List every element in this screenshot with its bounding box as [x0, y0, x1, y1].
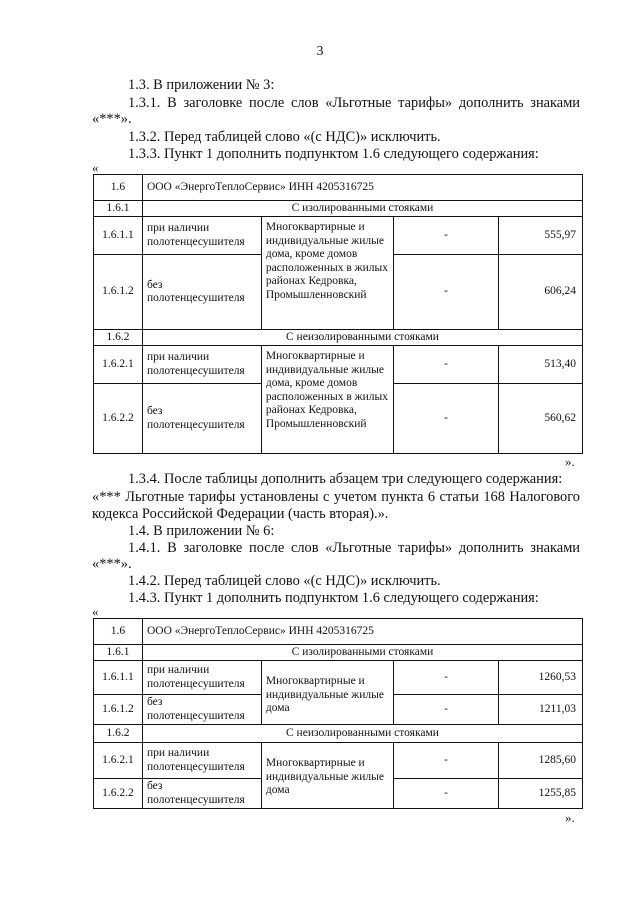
table-row	[94, 346, 583, 384]
close-quote: ».	[565, 810, 575, 825]
consumer-category: Многоквартирные и индивидуальные жилые дома	[261, 743, 393, 809]
organization-name: ООО «ЭнергоТеплоСервис» ИНН 4205316725	[142, 175, 582, 201]
row-label: без полотенцесушителя	[142, 255, 261, 330]
item-1-4-2: 1.4.2. Перед таблицей слово «(с НДС)» исключить.	[128, 573, 441, 589]
row-number: 1.6.1.1	[94, 217, 143, 255]
empty-dash: -	[393, 384, 498, 454]
item-1-3: 1.3. В приложении № 3:	[128, 77, 275, 93]
row-number: 1.6.2.1	[94, 346, 143, 384]
tariff-value: 1285,60	[499, 743, 583, 779]
row-label: при наличии полотенцесушителя	[142, 661, 261, 695]
section-title: С неизолированными стояками	[142, 330, 582, 346]
empty-dash: -	[393, 779, 498, 809]
table-row	[94, 217, 583, 255]
page-number: 3	[316, 44, 324, 59]
row-label: без полотенцесушителя	[142, 779, 261, 809]
item-1-4-1: 1.4.1. В заголовке после слов «Льготные тарифы» дополнить знаками	[128, 540, 580, 556]
open-quote: «	[92, 160, 99, 175]
empty-dash: -	[393, 346, 498, 384]
note-text-cont: кодекса Российской Федерации (часть вторая).».	[92, 506, 389, 522]
row-label: при наличии полотенцесушителя	[142, 217, 261, 255]
item-1-3-1: 1.3.1. В заголовке после слов «Льготные тарифы» дополнить знаками	[128, 95, 580, 111]
tariff-table-2	[93, 618, 583, 809]
empty-dash: -	[393, 743, 498, 779]
section-title: С изолированными стояками	[142, 645, 582, 661]
row-number: 1.6.2	[94, 330, 143, 346]
row-number: 1.6	[94, 175, 143, 201]
open-quote: «	[92, 604, 99, 619]
section-title: С изолированными стояками	[142, 201, 582, 217]
item-1-4-3: 1.4.3. Пункт 1 дополнить подпунктом 1.6 следующего содержания:	[128, 590, 539, 606]
row-number: 1.6.2.2	[94, 384, 143, 454]
tariff-value: 1255,85	[499, 779, 583, 809]
item-1-3-4: 1.3.4. После таблицы дополнить абзацем три следующего содержания:	[128, 471, 563, 487]
row-number: 1.6.1.2	[94, 255, 143, 330]
organization-name: ООО «ЭнергоТеплоСервис» ИНН 4205316725	[142, 619, 582, 645]
consumer-category: Многоквартирные и индивидуальные жилые дома, кроме домов расположенных в жилых районах Кедровка, Промышленновский	[261, 346, 393, 454]
tariff-value: 606,24	[499, 255, 583, 330]
row-number: 1.6.2.1	[94, 743, 143, 779]
item-1-3-3: 1.3.3. Пункт 1 дополнить подпунктом 1.6 следующего содержания:	[128, 146, 539, 162]
tariff-value: 513,40	[499, 346, 583, 384]
table-row	[94, 330, 583, 346]
section-title: С неизолированными стояками	[142, 725, 582, 743]
tariff-value: 560,62	[499, 384, 583, 454]
note-text: «*** Льготные тарифы установлены с учетом пункта 6 статьи 168 Налогового	[92, 489, 580, 505]
row-number: 1.6.2	[94, 725, 143, 743]
table-row	[94, 619, 583, 645]
item-1-3-2: 1.3.2. Перед таблицей слово «(с НДС)» исключить.	[128, 129, 441, 145]
empty-dash: -	[393, 661, 498, 695]
row-label: при наличии полотенцесушителя	[142, 743, 261, 779]
tariff-table-1	[93, 174, 583, 454]
consumer-category: Многоквартирные и индивидуальные жилые дома	[261, 661, 393, 725]
tariff-value: 1211,03	[499, 695, 583, 725]
table-row	[94, 743, 583, 779]
row-number: 1.6	[94, 619, 143, 645]
row-label: при наличии полотенцесушителя	[142, 346, 261, 384]
table-row	[94, 201, 583, 217]
tariff-value: 555,97	[499, 217, 583, 255]
table-row	[94, 661, 583, 695]
empty-dash: -	[393, 255, 498, 330]
item-1-3-1-cont: «***».	[92, 111, 132, 127]
close-quote: ».	[565, 454, 575, 469]
table-row	[94, 725, 583, 743]
row-number: 1.6.1	[94, 201, 143, 217]
row-number: 1.6.1	[94, 645, 143, 661]
row-number: 1.6.2.2	[94, 779, 143, 809]
item-1-4-1-cont: «***».	[92, 556, 132, 572]
consumer-category: Многоквартирные и индивидуальные жилые дома, кроме домов расположенных в жилых районах Кедровка, Промышленновский	[261, 217, 393, 330]
row-number: 1.6.1.1	[94, 661, 143, 695]
tariff-value: 1260,53	[499, 661, 583, 695]
item-1-4: 1.4. В приложении № 6:	[128, 523, 275, 539]
row-number: 1.6.1.2	[94, 695, 143, 725]
row-label: без полотенцесушителя	[142, 384, 261, 454]
empty-dash: -	[393, 695, 498, 725]
table-row	[94, 645, 583, 661]
table-row	[94, 175, 583, 201]
row-label: без полотенцесушителя	[142, 695, 261, 725]
empty-dash: -	[393, 217, 498, 255]
